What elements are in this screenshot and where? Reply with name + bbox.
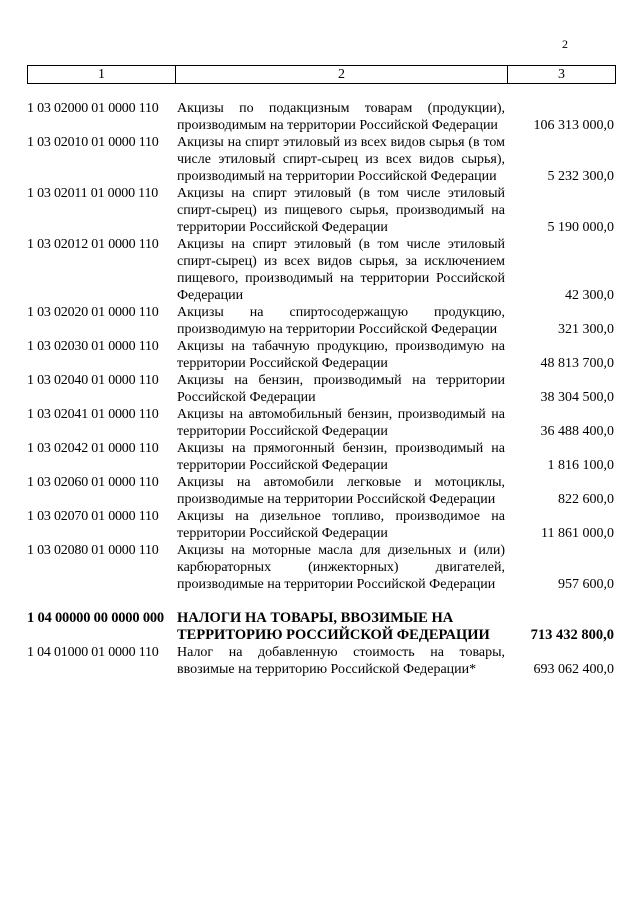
row-amount: 693 062 400,0 xyxy=(533,662,614,677)
row-amount: 1 816 100,0 xyxy=(547,458,614,473)
budget-table xyxy=(27,100,617,678)
row-amount: 5 190 000,0 xyxy=(547,220,614,235)
row-amount: 822 600,0 xyxy=(558,492,614,507)
budget-code: 1 03 02040 01 0000 110 xyxy=(27,373,159,388)
row-description: Акцизы на автомобильный бензин, производимый на территории Российской Федерации xyxy=(177,407,505,439)
budget-code: 1 03 02020 01 0000 110 xyxy=(27,305,159,320)
table-row xyxy=(27,100,617,134)
budget-code: 1 03 02070 01 0000 110 xyxy=(27,509,159,524)
row-description: Налог на добавленную стоимость на товары, ввозимые на территорию Российской Федерации* xyxy=(177,645,505,677)
table-row xyxy=(27,304,617,338)
budget-code: 1 03 02060 01 0000 110 xyxy=(27,475,159,490)
table-row xyxy=(27,474,617,508)
column-header-3: 3 xyxy=(558,66,565,82)
table-row xyxy=(27,644,617,678)
budget-code: 1 03 02041 01 0000 110 xyxy=(27,407,159,422)
row-amount: 11 861 000,0 xyxy=(541,526,614,541)
row-description: Акцизы по подакцизным товарам (продукции), производимым на территории Российской Федерации xyxy=(177,101,505,133)
section-total-row xyxy=(27,610,617,644)
column-header-2: 2 xyxy=(176,66,508,83)
column-header-1: 1 xyxy=(28,66,176,83)
section-title: НАЛОГИ НА ТОВАРЫ, ВВОЗИМЫЕ НА ТЕРРИТОРИЮ РОССИЙСКОЙ ФЕДЕРАЦИИ xyxy=(177,610,490,643)
row-amount: 321 300,0 xyxy=(558,322,614,337)
table-row xyxy=(27,372,617,406)
row-amount: 36 488 400,0 xyxy=(540,424,614,439)
row-amount: 38 304 500,0 xyxy=(540,390,614,405)
table-row xyxy=(27,406,617,440)
row-description: Акцизы на табачную продукцию, производимую на территории Российской Федерации xyxy=(177,339,505,371)
budget-code: 1 03 02030 01 0000 110 xyxy=(27,339,159,354)
table-row xyxy=(27,236,617,304)
row-description: Акцизы на спирт этиловый (в том числе этиловый спирт-сырец) из пищевого сырья, производимый на территории Российской Федерации xyxy=(177,186,505,235)
table-row xyxy=(27,440,617,474)
budget-code: 1 03 02000 01 0000 110 xyxy=(27,101,159,116)
table-row xyxy=(27,134,617,185)
row-description: Акцизы на дизельное топливо, производимое на территории Российской Федерации xyxy=(177,509,505,541)
row-description: Акцизы на спиртосодержащую продукцию, производимую на территории Российской Федерации xyxy=(177,305,505,337)
row-description: Акцизы на моторные масла для дизельных и (или) карбюраторных (инжекторных) двигателей, производимые на территории Российской Федерации xyxy=(177,543,505,592)
row-amount: 106 313 000,0 xyxy=(533,118,614,133)
table-row xyxy=(27,542,617,593)
budget-code: 1 03 02012 01 0000 110 xyxy=(27,237,159,252)
budget-code: 1 04 01000 01 0000 110 xyxy=(27,645,159,660)
row-description: Акцизы на бензин, производимый на территории Российской Федерации xyxy=(177,373,505,405)
page-number: 2 xyxy=(562,37,568,51)
table-row xyxy=(27,185,617,236)
budget-code: 1 03 02010 01 0000 110 xyxy=(27,135,159,150)
row-description: Акцизы на спирт этиловый из всех видов сырья (в том числе этиловый спирт-сырец из всех видов сырья), производимый на территории Российской Федерации xyxy=(177,135,505,184)
row-description: Акцизы на прямогонный бензин, производимый на территории Российской Федерации xyxy=(177,441,505,473)
column-header-row xyxy=(27,65,616,84)
budget-code: 1 03 02042 01 0000 110 xyxy=(27,441,159,456)
budget-code: 1 03 02080 01 0000 110 xyxy=(27,543,159,558)
row-amount: 5 232 300,0 xyxy=(547,169,614,184)
section-total-amount: 713 432 800,0 xyxy=(530,627,614,643)
table-row xyxy=(27,338,617,372)
budget-code: 1 04 00000 00 0000 000 xyxy=(27,610,164,626)
row-amount: 48 813 700,0 xyxy=(540,356,614,371)
row-description: Акцизы на спирт этиловый (в том числе этиловый спирт-сырец) из всех видов сырья, за исключением пищевого, производимый на территории Российской Федерации xyxy=(177,237,505,303)
row-amount: 957 600,0 xyxy=(558,577,614,592)
row-description: Акцизы на автомобили легковые и мотоциклы, производимые на территории Российской Федерации xyxy=(177,475,505,507)
budget-code: 1 03 02011 01 0000 110 xyxy=(27,186,159,201)
row-amount: 42 300,0 xyxy=(565,288,614,303)
table-row xyxy=(27,508,617,542)
